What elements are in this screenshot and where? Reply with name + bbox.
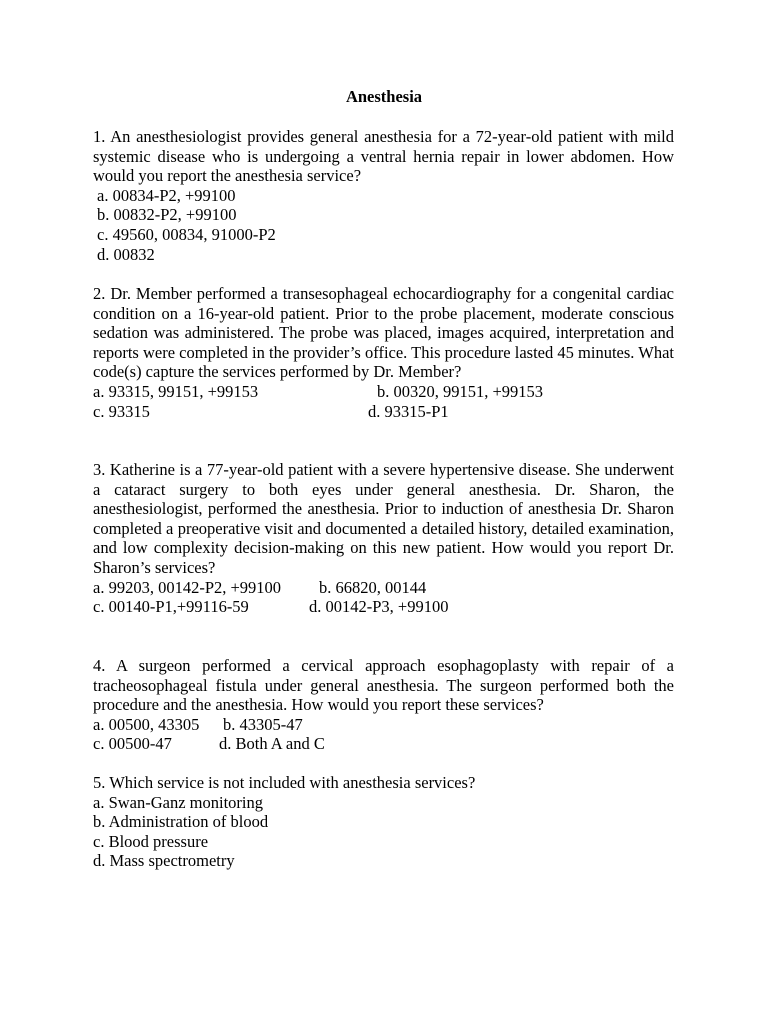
question-4-option-a: a. 00500, 43305 bbox=[93, 714, 200, 734]
question-2-option-a: a. 93315, 99151, +99153 bbox=[93, 381, 259, 401]
question-4-options-row-2 bbox=[93, 734, 674, 754]
question-4 bbox=[93, 656, 674, 754]
question-3-option-b: b. 66820, 00144 bbox=[319, 577, 427, 597]
question-2-option-d: d. 93315-P1 bbox=[368, 401, 449, 421]
question-1-stem: 1. An anesthesiologist provides general anesthesia for a 72-year-old patient with mild systemic disease who is undergoing a ventral hernia repair in lower abdomen. How would you report the anesthesia service? bbox=[93, 127, 674, 186]
question-5-option-a: a. Swan-Ganz monitoring bbox=[93, 792, 264, 812]
question-1-option-d: d. 00832 bbox=[97, 244, 155, 264]
question-1-option-c: c. 49560, 00834, 91000-P2 bbox=[97, 224, 276, 244]
question-5-option-d: d. Mass spectrometry bbox=[93, 851, 235, 871]
question-4-option-c: c. 00500-47 bbox=[93, 734, 172, 754]
question-3-options-row-1 bbox=[93, 578, 674, 598]
question-4-option-d: d. Both A and C bbox=[219, 734, 325, 754]
question-4-option-b: b. 43305-47 bbox=[223, 714, 303, 734]
question-3-option-c: c. 00140-P1,+99116-59 bbox=[93, 597, 249, 617]
question-4-stem: 4. A surgeon performed a cervical approach esophagoplasty with repair of a tracheosophageal fistula under general anesthesia. The surgeon performed both the procedure and the anesthesia. How would you report these services? bbox=[93, 656, 674, 715]
question-2-stem: 2. Dr. Member performed a transesophageal echocardiography for a congenital cardiac condition on a 16-year-old patient. Prior to the probe placement, moderate conscious sedation was administered. The probe was placed, images acquired, interpretation and reports were completed in the provider’s office. This procedure lasted 45 minutes. What code(s) capture the services performed by Dr. Member? bbox=[93, 284, 674, 382]
question-4-options-row-1 bbox=[93, 715, 674, 735]
question-5-option-b: b. Administration of blood bbox=[93, 812, 269, 832]
question-3-options-row-2 bbox=[93, 597, 674, 617]
question-2-option-b: b. 00320, 99151, +99153 bbox=[377, 381, 544, 401]
question-1-option-b: b. 00832-P2, +99100 bbox=[97, 205, 237, 225]
question-3-option-a: a. 99203, 00142-P2, +99100 bbox=[93, 577, 282, 597]
question-2-option-c: c. 93315 bbox=[93, 401, 150, 421]
question-2 bbox=[93, 284, 674, 421]
question-3-option-d: d. 00142-P3, +99100 bbox=[309, 597, 449, 617]
question-2-options-row-1 bbox=[93, 382, 674, 402]
question-3 bbox=[93, 460, 674, 617]
question-2-options-row-2 bbox=[93, 402, 674, 422]
question-5 bbox=[93, 773, 674, 871]
question-5-option-c: c. Blood pressure bbox=[93, 831, 209, 851]
question-1 bbox=[93, 127, 674, 264]
question-1-option-a: a. 00834-P2, +99100 bbox=[97, 185, 236, 205]
question-3-stem: 3. Katherine is a 77-year-old patient with a severe hypertensive disease. She underwent a cataract surgery to both eyes under general anesthesia. Dr. Sharon, the anesthesiologist, performed the anesthesia. Prior to induction of anesthesia Dr. Sharon completed a preoperative visit and documented a detailed history, detailed examination, and low complexity decision-making on this new patient. How would you report Dr. Sharon’s services? bbox=[93, 460, 674, 577]
question-5-stem: 5. Which service is not included with anesthesia services? bbox=[93, 773, 476, 792]
page-title: Anesthesia bbox=[345, 87, 423, 106]
